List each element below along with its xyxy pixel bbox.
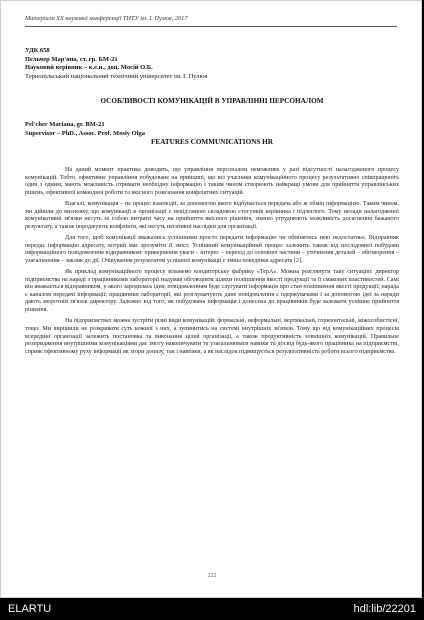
paragraph: Як приклад комунікаційного процесу візьмемо кондитерську фабрику «ТерА». Можна розглянути таку ситуацію: директор підприємства на нараді з працівниками лабораторії надумав обговорити шляхи поліпшення якості продукції та її смакових властивостей. Самі він вважається відправником, у якого зародилась ідея; повідомленням буде слугувати інформація про стан поліпшення якості продукції; нарада є каналом передачі інформації; працівники лабораторії, які розглумачують дане повідомлення є одержувачами і за допомогою ідеї за наради дають зворотній зв'язок директору. Залежно від того, як побудована інформація і донесена до працівників буде залежати успішне прийняття рішення. <box>25 269 399 313</box>
footer-handle-link[interactable]: hdl:lib/22201 <box>353 603 416 615</box>
header-rule <box>25 26 397 27</box>
author-en: Pel'cher Mariana, gr. BM-21 <box>25 121 105 128</box>
supervisor-ua: Науковий керівник – к.е.н., доц. Мосій О.Б. <box>25 64 153 71</box>
body-text <box>25 167 399 360</box>
university: Тернопільський національний технічний університет ім. І. Пулюя <box>25 72 208 80</box>
paragraph: Для того, щоб комунікації вважались успішними просто передати інформацію чи обмінятись нею недостатньо. Відправник передає інформацію адресату, котрий має зрозуміти її зміст. Успішний комунікаційний процес залежить також від послідовної побудови інформаційного повідомлення відправником: привернення уваги – інтерес – перехід до основної частини – уточнення деталей – обговорення – узагальнення – заклик до дії. Очікуваним результатом успішної комунікації є зміна поведінки адресата [2]. <box>25 235 399 264</box>
supervisor-en: Supervisor – PhD., Assoc. Prof. Mosiy Olga <box>25 129 146 137</box>
paragraph: На даний момент практика доводить, що управління персоналом неможливе у разі відсутності налагодженого процесу комунікацій. Тобто, ефективне управління побудоване на принципі, що всі учасники комунікаційного процесу результативно співпрацюють один з одним, мають можливість отримати необхідну інформацію і таким чином створюють найкращі умови для прийняття управлінських рішень, ефективної командної роботи та якісного розв'язання конфліктних ситуацій. <box>25 167 399 196</box>
page-number: 222 <box>207 573 217 579</box>
paragraph: На підприємствах можна зустріти різні види комунікацій: формальні, неформальні, вертикальні, горизонтальні, міжособистісні, тощо. Ми вирішили не розкривати суть кожної з них, а зупинитись на системі внутрішніх зв'язків. Тому що від комунікаційних процесів всередині організації залежить постановка та виконання цілей організації, а також продуктивність зовнішніх комунікацій. Правильне розпридження внутрішніми комунікаціями дає змогу накопичувати та узагальнювати навики та досвід будь-якого працівника на підприємстві, сприяє ефективному руху інформації як згори донизу, так і навпаки, а як наслідок підвищується результативність роботи всього підприємства. <box>25 318 399 355</box>
footer-repository-name: ELARTU <box>8 603 52 615</box>
running-header: Матеріали XX наукової конференції ТНТУ ім. І. Пулюя, 2017 <box>25 15 188 22</box>
paragraph: Взагалі, комунікація – не процес взаємодії, за допомогою якого відбувається передача або ж обмін інформацією. Таким чином, ми дійшли до висновку, що комунікації в організації є невід'ємною складовою стосунків керівника і підлеглого. Тому нелади налагодженої комунікативні зв'язки несуть за собою витрати часу на прийняття якісного рішення, значно утруднюють можливість досягнення бажаного результату, а також породжують конфлікти, які несуть негативні наслідки для організації. <box>25 201 399 230</box>
repository-footer <box>0 598 424 620</box>
title-ua: ОСОБЛИВОСТІ КОМУНІКАЦІЙ В УПРАВЛІННІ ПЕРСОНАЛОМ <box>100 97 324 105</box>
udk-code: УДК 658 <box>25 47 50 54</box>
author-ua: Пельчер Мар'яна, ст. гр. БМ-21 <box>25 55 118 63</box>
title-en: FEATURES COMMUNICATIONS HR <box>151 138 273 146</box>
